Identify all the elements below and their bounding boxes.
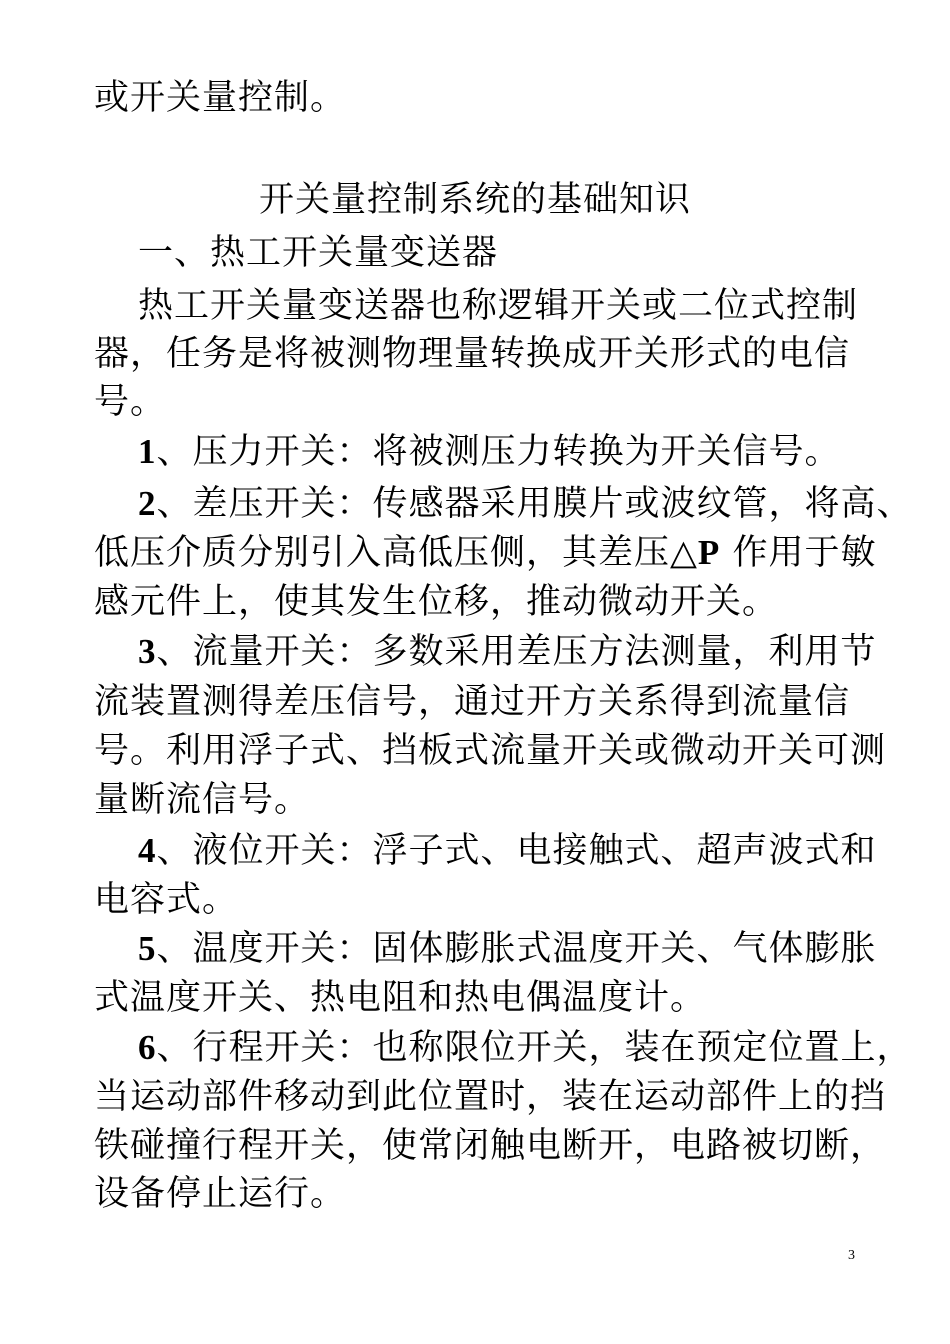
- paragraph-line: 电容式。: [94, 880, 239, 920]
- paragraph-line: 号。: [94, 382, 167, 422]
- paragraph-line: 号。利用浮子式、挡板式流量开关或微动开关可测: [94, 731, 887, 771]
- item-text: 、差压开关：传感器采用膜片或波纹管，将高、: [156, 484, 913, 524]
- paragraph-line: 量断流信号。: [94, 780, 311, 820]
- list-item-4: [138, 825, 877, 877]
- paragraph-line: 感元件上，使其发生位移，推动微动开关。: [94, 582, 779, 622]
- list-item-6: [138, 1022, 913, 1074]
- item-number: 4: [138, 831, 157, 870]
- list-item-5: [138, 923, 877, 975]
- item-text: 、压力开关：将被测压力转换为开关信号。: [156, 432, 841, 472]
- line-part: 作用于敏: [720, 533, 877, 573]
- list-item-3: [138, 626, 877, 678]
- item-number: 6: [138, 1028, 157, 1067]
- paragraph-line: 铁碰撞行程开关，使常闭触电断开，电路被切断，: [94, 1126, 887, 1166]
- paragraph-line: 热工开关量变送器也称逻辑开关或二位式控制: [138, 286, 859, 326]
- symbol-p: P: [697, 533, 721, 572]
- item-text: 、行程开关：也称限位开关，装在预定位置上，: [156, 1028, 913, 1068]
- section-title: 开关量控制系统的基础知识: [258, 180, 691, 220]
- list-item-2: [138, 478, 913, 530]
- paragraph-line: 流装置测得差压信号，通过开方关系得到流量信: [94, 682, 851, 722]
- item-text: 、温度开关：固体膨胀式温度开关、气体膨胀: [156, 929, 877, 969]
- item-text: 、液位开关：浮子式、电接触式、超声波式和: [156, 831, 877, 871]
- page-number: 3: [848, 1248, 855, 1263]
- item-number: 3: [138, 632, 157, 671]
- paragraph-line: 式温度开关、热电阻和热电偶温度计。: [94, 978, 707, 1018]
- paragraph-line: [94, 527, 876, 579]
- item-number: 1: [138, 432, 157, 471]
- item-number: 2: [138, 484, 157, 523]
- list-item-1: [138, 426, 841, 478]
- item-number: 5: [138, 929, 157, 968]
- item-text: 、流量开关：多数采用差压方法测量，利用节: [156, 632, 877, 672]
- section-heading: 一、热工开关量变送器: [138, 233, 499, 273]
- paragraph-line: 设备停止运行。: [94, 1174, 347, 1214]
- line-part: 低压介质分别引入高低压侧，其差压△: [94, 533, 698, 573]
- paragraph-line: 当运动部件移动到此位置时，装在运动部件上的挡: [94, 1077, 887, 1117]
- paragraph-line: 器，任务是将被测物理量转换成开关形式的电信: [94, 334, 851, 374]
- paragraph-line: 或开关量控制。: [94, 78, 347, 118]
